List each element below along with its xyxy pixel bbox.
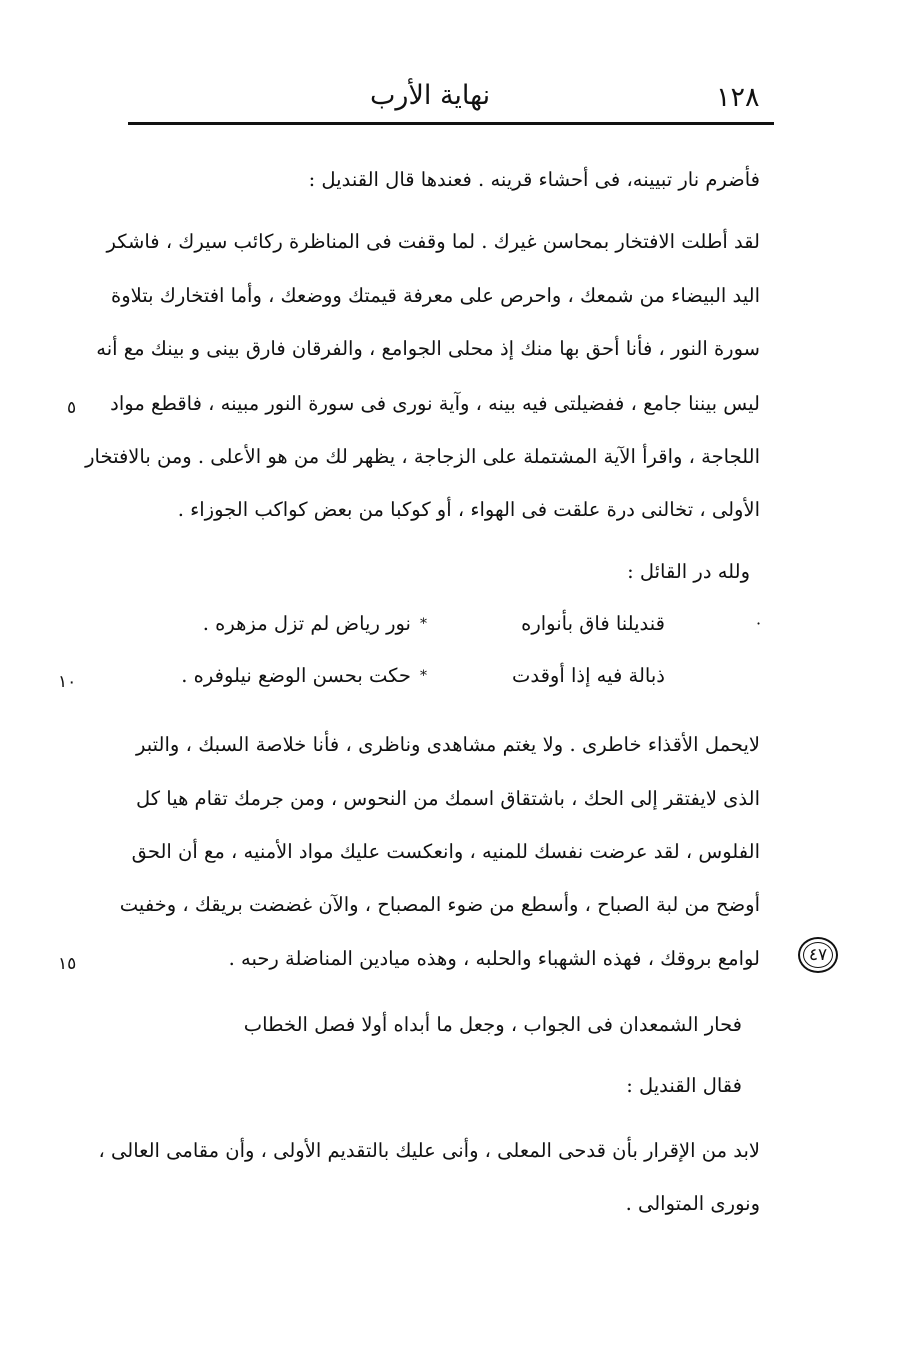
header-rule [128, 122, 774, 125]
margin-line-number: ١٠ [58, 672, 77, 692]
text-line: فأضرم نار تبيينه، فى أحشاء قرينه . فعندها قال القنديل : [308, 168, 760, 191]
folio-circle [798, 937, 838, 973]
text-line: لقد أطلت الافتخار بمحاسن غيرك . لما وقفت فى المناظرة ركائب سيرك ، فاشكر [106, 230, 760, 253]
text-line: اليد البيضاء من شمعك ، واحرص على معرفة قيمتك ووضعك ، وأما افتخارك بتلاوة [111, 284, 760, 307]
text-line: فقال القنديل : [626, 1074, 742, 1097]
verse-marker-dot: · [756, 614, 762, 633]
text-line: اللجاجة ، واقرأ الآية المشتملة على الزجاجة ، يظهر لك من هو الأعلى . ومن بالافتخار [85, 445, 760, 468]
text-line: أوضح من لبة الصباح ، وأسطع من ضوء المصباح ، والآن غضضت بريقك ، وخفيت [119, 893, 760, 916]
text-line: الأولى ، تخالنى درة علقت فى الهواء ، أو كوكبا من بعض كواكب الجوزاء . [177, 498, 760, 521]
text-line: الذى لايفتقر إلى الحك ، باشتقاق اسمك من النحوس ، ومن جرمك تقام هيا كل [136, 787, 760, 810]
text-line: ولله در القائل : [627, 560, 750, 583]
verse-separator: * [420, 668, 427, 684]
page-number: ١٢٨ [716, 82, 760, 113]
text-line: الفلوس ، لقد عرضت نفسك للمنيه ، وانعكست عليك مواد الأمنيه ، مع أن الحق [131, 840, 760, 863]
text-line: لابد من الإقرار بأن قدحى المعلى ، وأنى عليك بالتقديم الأولى ، وأن مقامى العالى ، [98, 1139, 760, 1162]
margin-line-number: ١٥ [58, 954, 77, 974]
verse-separator: * [420, 616, 427, 632]
text-line: ونورى المتوالى . [625, 1192, 760, 1215]
running-title: نهاية الأرب [370, 80, 491, 111]
text-line: ليس بيننا جامع ، ففضيلتى فيه بينه ، وآية نورى فى سورة النور مبينه ، فاقطع مواد [110, 392, 760, 415]
margin-line-number: ٥ [67, 398, 77, 418]
text-line: لايحمل الأقذاء خاطرى . ولا يغتم مشاهدى وناظرى ، فأنا خلاصة السبك ، والتبر [136, 733, 760, 756]
verse-hemistich: قنديلنا فاق بأنواره [521, 612, 665, 635]
verse-hemistich: حكت بحسن الوضع نيلوفره . [181, 664, 411, 687]
text-line: لوامع بروقك ، فهذه الشهباء والحلبه ، وهذه ميادين المناضلة رحبه . [228, 947, 760, 970]
folio-number: ٤٧ [808, 945, 828, 965]
text-line: فحار الشمعدان فى الجواب ، وجعل ما أبداه أولا فصل الخطاب [243, 1013, 742, 1036]
verse-hemistich: ذبالة فيه إذا أوقدت [512, 664, 665, 687]
text-line: سورة النور ، فأنا أحق بها منك إذ محلى الجوامع ، والفرقان فارق بينى و بينك مع أنه [96, 337, 760, 360]
folio-circle-inner-ring [803, 942, 833, 968]
verse-hemistich: نور رياض لم تزل مزهره . [202, 612, 411, 635]
